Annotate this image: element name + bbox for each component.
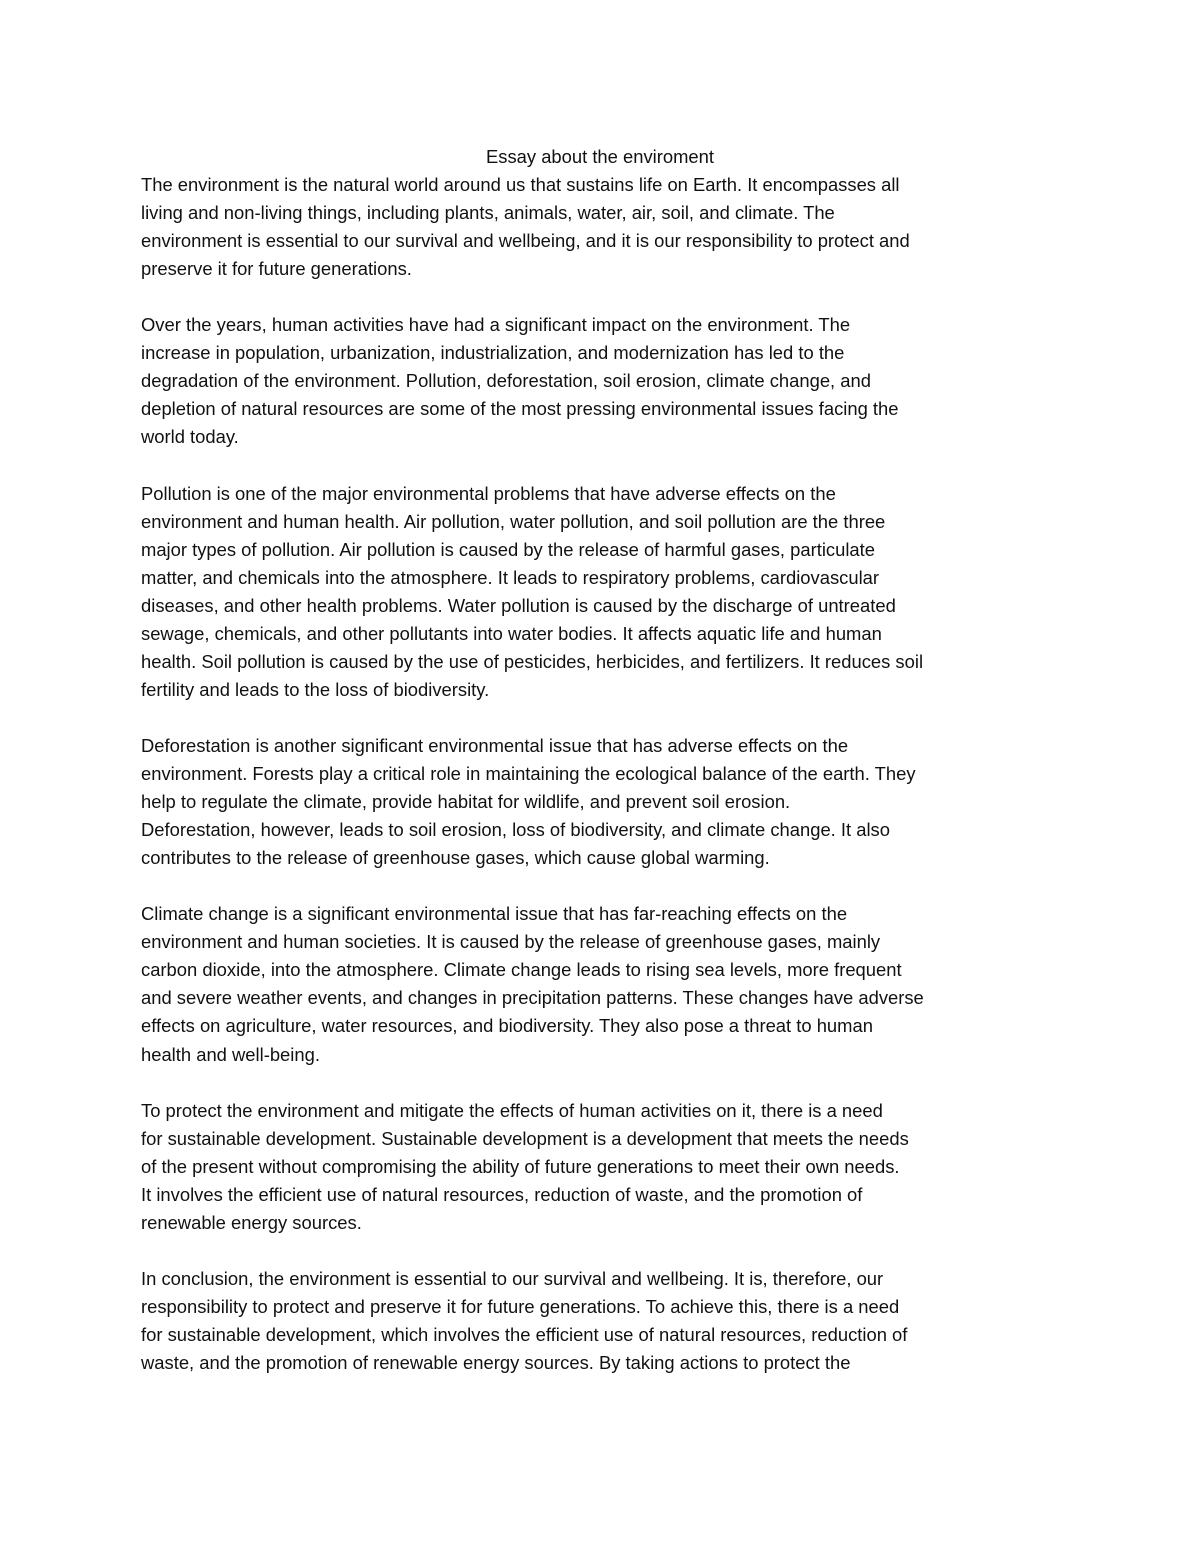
text-line: Deforestation, however, leads to soil erosion, loss of biodiversity, and climate change. It also (141, 819, 890, 841)
text-line: fertility and leads to the loss of biodiversity. (141, 678, 490, 700)
text-line: and severe weather events, and changes in precipitation patterns. These changes have adverse (141, 987, 924, 1009)
text-line: health. Soil pollution is caused by the use of pesticides, herbicides, and fertilizers. It reduces soil (141, 650, 924, 672)
text-line: matter, and chemicals into the atmosphere. It leads to respiratory problems, cardiovascular (141, 566, 880, 588)
text-line: environment and human societies. It is caused by the release of greenhouse gases, mainly (141, 931, 881, 953)
text-line: Deforestation is another significant environmental issue that has adverse effects on the (141, 734, 849, 756)
text-line: for sustainable development, which involves the efficient use of natural resources, reduction of (141, 1323, 908, 1345)
text-line: Pollution is one of the major environmental problems that have adverse effects on the (141, 482, 836, 504)
text-line: living and non-living things, including plants, animals, water, air, soil, and climate. The (141, 202, 835, 224)
text-line: major types of pollution. Air pollution is caused by the release of harmful gases, particulate (141, 538, 875, 560)
paragraph (141, 1265, 1071, 1377)
paragraph (141, 171, 1071, 283)
text-line: contributes to the release of greenhouse gases, which cause global warming. (141, 847, 770, 869)
paragraph (141, 732, 1071, 872)
document-page (141, 143, 1071, 1405)
text-line: diseases, and other health problems. Water pollution is caused by the discharge of untreated (141, 594, 896, 616)
paragraph (141, 480, 1071, 704)
text-line: effects on agriculture, water resources, and biodiversity. They also pose a threat to human (141, 1015, 873, 1037)
text-line: degradation of the environment. Pollution, deforestation, soil erosion, climate change, and (141, 370, 871, 392)
text-line: environment is essential to our survival and wellbeing, and it is our responsibility to protect and (141, 230, 910, 252)
text-line: Over the years, human activities have had a significant impact on the environment. The (141, 314, 851, 336)
text-line: It involves the efficient use of natural resources, reduction of waste, and the promotion of (141, 1183, 863, 1205)
paragraph (141, 311, 1071, 451)
text-line: Climate change is a significant environmental issue that has far-reaching effects on the (141, 903, 848, 925)
text-line: In conclusion, the environment is essential to our survival and wellbeing. It is, therefore, our (141, 1267, 884, 1289)
paragraph (141, 900, 1071, 1068)
text-line: increase in population, urbanization, industrialization, and modernization has led to the (141, 342, 845, 364)
text-line: for sustainable development. Sustainable development is a development that meets the needs (141, 1127, 909, 1149)
text-line: of the present without compromising the ability of future generations to meet their own needs. (141, 1155, 900, 1177)
text-line: health and well-being. (141, 1043, 320, 1065)
text-line: carbon dioxide, into the atmosphere. Climate change leads to rising sea levels, more frequent (141, 959, 902, 981)
text-line: help to regulate the climate, provide habitat for wildlife, and prevent soil erosion. (141, 791, 791, 813)
text-line: To protect the environment and mitigate the effects of human activities on it, there is a need (141, 1099, 883, 1121)
text-line: The environment is the natural world around us that sustains life on Earth. It encompasses all (141, 174, 900, 196)
text-line: environment. Forests play a critical role in maintaining the ecological balance of the earth. They (141, 763, 916, 785)
text-line: renewable energy sources. (141, 1211, 362, 1233)
paragraph (141, 1097, 1071, 1237)
text-line: sewage, chemicals, and other pollutants into water bodies. It affects aquatic life and human (141, 622, 882, 644)
document-title: Essay about the enviroment (486, 146, 714, 167)
text-line: depletion of natural resources are some of the most pressing environmental issues facing the (141, 398, 899, 420)
text-line: preserve it for future generations. (141, 258, 412, 280)
text-line: responsibility to protect and preserve it for future generations. To achieve this, there is a need (141, 1295, 900, 1317)
text-line: world today. (141, 426, 239, 448)
text-line: environment and human health. Air pollution, water pollution, and soil pollution are the three (141, 510, 886, 532)
text-line: waste, and the promotion of renewable energy sources. By taking actions to protect the (141, 1352, 851, 1374)
document-body (141, 171, 1071, 1377)
